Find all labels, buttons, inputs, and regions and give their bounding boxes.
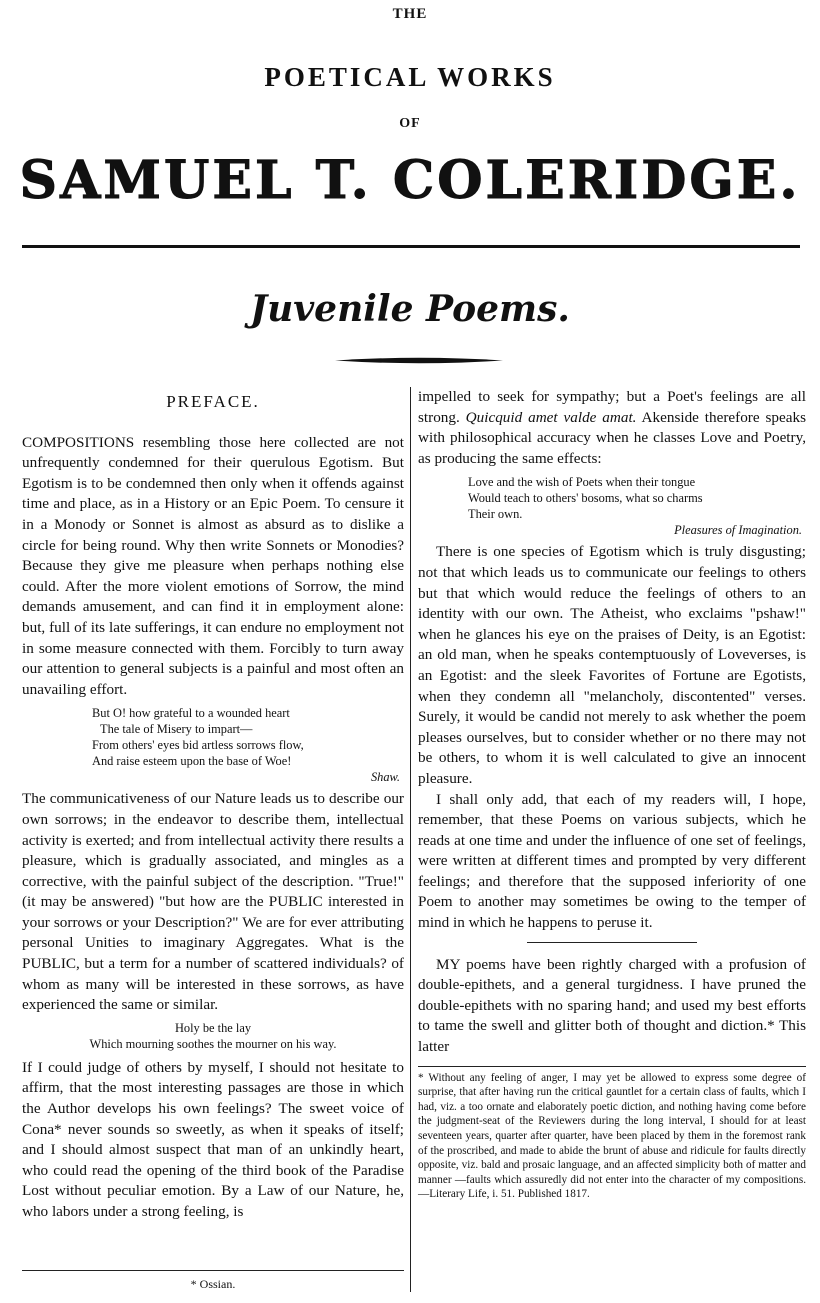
verse-line: Would teach to others' bosoms, what so charms: [468, 491, 703, 506]
heading-author-name: SAMUEL T. COLERIDGE.: [19, 150, 801, 211]
verse-attribution: Pleasures of Imagination.: [674, 523, 802, 538]
verse-shaw: [22, 705, 404, 785]
verse-line: And raise esteem upon the base of Woe!: [92, 754, 292, 769]
latin-quote: Quicquid amet valde amat.: [465, 408, 637, 426]
preface-title: PREFACE.: [166, 392, 260, 411]
preface-paragraph-cont: [418, 387, 806, 469]
footnote-right: * Without any feeling of anger, I may yet be allowed to express some degree of surprise, that after having run the critical gauntlet for a certain class of faults, which I had, viz. a too ornate and elaborately poetic diction, and nothing having come before the judgment-seat of the Reviewers during the long interval, I should for at least seventeen years, quarter after quarter, have been placed by them in the foremost rank of the proscribed, and made to abide the brunt of abuse and ridicule for faults directly opposite, viz. bald and prosaic language, and an affected simplicity both of matter and manner —faults which assuredly did not enter into the character of my compositions.—Literary Life, i. 51. Published 1817.: [418, 1071, 806, 1201]
preface-right-column: [418, 387, 806, 1202]
verse-line: Love and the wish of Poets when their tongue: [468, 475, 696, 490]
preface-paragraph-5: I shall only add, that each of my readers will, I hope, remember, that these Poems on various subjects, which he reads at one time and under the influence of one set of feelings, were written at different times and prompted by very different feelings; and therefore that the supposed inferiority of one Poem to another may sometimes be owing to the temper of mind in which he happens to peruse it.: [418, 790, 806, 932]
verse-line: From others' eyes bid artless sorrows flow,: [92, 738, 304, 753]
title-rule: [22, 245, 800, 248]
text-run: impelled to seek for sympathy; but a Poet's feelings are all strong.: [418, 388, 806, 426]
section-separator: [527, 942, 697, 943]
section-title: Juvenile Poems.: [250, 288, 570, 330]
heading-of: OF: [399, 116, 421, 131]
verse-line: Their own.: [468, 507, 523, 522]
left-footnote: [22, 1262, 404, 1292]
verse-line: Holy be the lay: [174, 1020, 252, 1035]
heading-the: THE: [392, 6, 428, 22]
heading-poetical-works: POETICAL WORKS: [264, 62, 556, 92]
verse-line: The tale of Misery to impart—: [100, 722, 253, 737]
text-run: Akenside therefore speaks with philosophical accuracy when he classes Love and Poetry, as producing the same effects:: [418, 408, 806, 467]
preface-paragraph-1: COMPOSITIONS resembling those here collected are not unfrequently condemned for their querulous Egotism. But Egotism is to be condemned then only when it offends against time and place, as in a History or an Epic Poem. To censure it in a Monody or Sonnet is almost as absurd as to dislike a circle for being round. Why then write Sonnets or Monodies? Because they give me pleasure when perhaps nothing else could. After the more violent emotions of Sorrow, the mind demands amusement, and can find it in employment alone: but, full of its late sufferings, it can endure no employment not in some measure connected with them. Forcibly to turn away our attention to general subjects is a painful and most often an unavailing effort.: [22, 433, 404, 698]
preface-paragraph-3: If I could judge of others by myself, I should not hesitate to affirm, that the most interesting passages are those in which the Author develops his own feelings? The sweet voice of Cona* never sounds so sweetly, as when it speaks of itself; and I should almost suspect that man of an unkindly heart, who could read the opening of the third book of the Paradise Lost without peculiar emotion. By a Law of our Nature, he, who labors under a strong feeling, is: [22, 1058, 404, 1220]
footnote-ossian: * Ossian.: [190, 1277, 236, 1291]
footnote-rule: [418, 1066, 806, 1067]
ornament-divider-icon: [335, 356, 503, 365]
verse-attribution: Shaw.: [370, 770, 400, 785]
footnote-rule: [22, 1270, 404, 1271]
verse-holy-lay: [22, 1020, 404, 1052]
verse-line: Which mourning soothes the mourner on his way.: [89, 1036, 337, 1051]
verse-line: But O! how grateful to a wounded heart: [92, 706, 290, 721]
preface-paragraph-2: The communicativeness of our Nature leads us to describe our own sorrows; in the endeavor to describe them, intellectual activity is exerted; and from intellectual activity there results a pleasure, which is gradually associated, and mingles as a corrective, with the painful subject of the description. "True!" (it may be answered) "but how are the PUBLIC interested in your sorrows or your Description?" We are for ever attributing personal Unities to imaginary Aggregates. What is the PUBLIC, but a term for a number of scattered individuals? of whom as many will be interested in these sorrows, as have experienced the same or similar.: [22, 790, 404, 1014]
preface-paragraph-4: There is one species of Egotism which is truly disgusting; not that which leads us to communicate our feelings to others but that which would reduce the feelings of others to an identity with our own. The Atheist, who exclaims "pshaw!" when he glances his eye on the praises of Deity, is an Egotist: an old man, when he speaks contemptuously of Loveverses, is an Egotist: and the sleek Favorites of Fortune are Egotists, when they condemn all "melancholy, discontented" verses. Surely, it would be candid not merely to ask whether the poem pleases ourselves, but to consider whether or no there may not be others, to whom it is well calculated to give an innocent pleasure.: [418, 543, 806, 787]
column-divider: [410, 387, 411, 1292]
preface-paragraph-6: MY poems have been rightly charged with a profusion of double-epithets, and a general turgidness. I have pruned the double-epithets with no sparing hand; and used my best efforts to tame the swell and glitter both of thought and diction.* This latter: [418, 955, 806, 1056]
verse-akenside: [418, 474, 806, 538]
preface-left-column: [22, 380, 404, 1223]
